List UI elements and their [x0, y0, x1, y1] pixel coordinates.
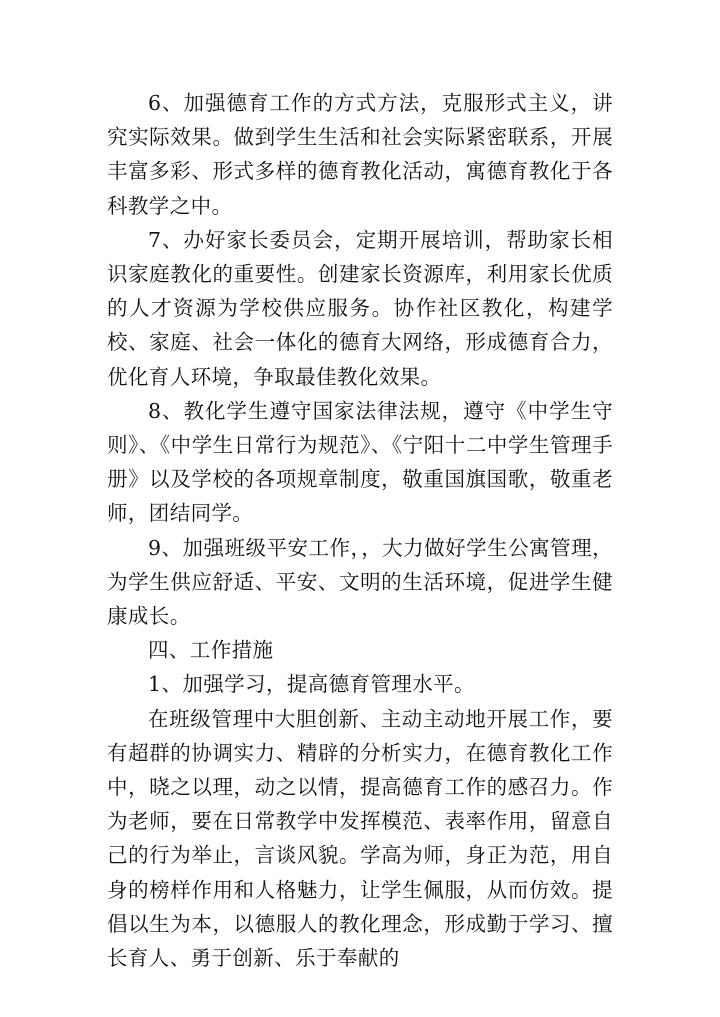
paragraph-item-6: 6、加强德育工作的方式方法，克服形式主义，讲究实际效果。做到学生生活和社会实际紧密联系，开展丰富多彩、形式多样的德育教化活动，寓德育教化于各科教学之中。	[107, 91, 613, 218]
section-heading-measures: 四、工作措施	[148, 638, 274, 663]
paragraph-item-8: 8、教化学生遵守国家法律法规，遵守《中学生守则》、《中学生日常行为规范》、《宁阳十二中学生管理手册》以及学校的各项规章制度，敬重国旗国歌，敬重老师，团结同学。	[107, 398, 613, 526]
document-body	[107, 86, 613, 975]
subheading-strengthen-learning: 1、加强学习，提高德育管理水平。	[148, 672, 475, 697]
paragraph-item-9: 9、加强班级平安工作，，大力做好学生公寓管理，为学生供应舒适、平安、文明的生活环境，促进学生健康成长。	[107, 535, 613, 629]
paragraph-item-7: 7、办好家长委员会，定期开展培训，帮助家长相识家庭教化的重要性。创建家长资源库，利用家长优质的人才资源为学校供应服务。协作社区教化，构建学校、家庭、社会一体化的德育大网络，形成德育合力，优化育人环境，争取最佳教化效果。	[107, 227, 613, 389]
paragraph-class-management: 在班级管理中大胆创新、主动主动地开展工作，要有超群的协调实力、精辟的分析实力，在德育教化工作中，晓之以理，动之以情，提高德育工作的感召力。作为老师，要在日常教学中发挥模范、表率作用，留意自己的行为举止，言谈风貌。学高为师，身正为范，用自身的榜样作用和人格魅力，让学生佩服，从而仿效。提倡以生为本，以德服人的教化理念，形成勤于学习、擅长育人、勇于创新、乐于奉献的	[107, 706, 613, 971]
